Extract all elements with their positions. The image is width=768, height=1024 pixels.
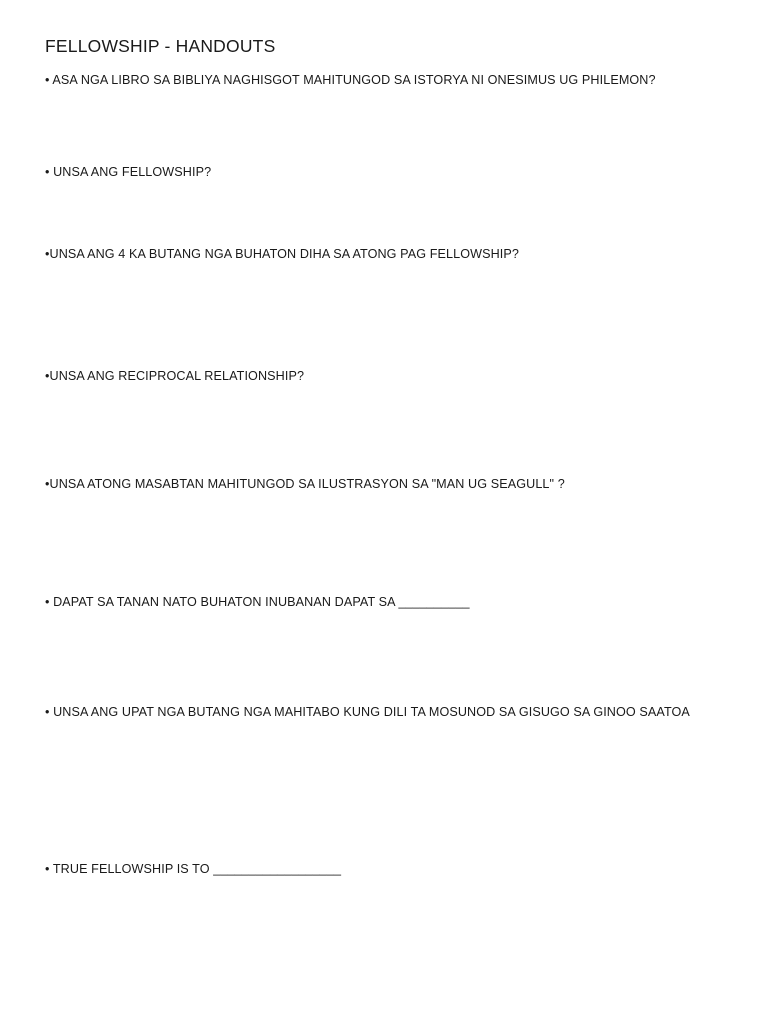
- question-item: •UNSA ANG 4 KA BUTANG NGA BUHATON DIHA SA ATONG PAG FELLOWSHIP?: [45, 247, 520, 261]
- fill-in-question: • TRUE FELLOWSHIP IS TO __________________: [45, 862, 342, 876]
- question-item: •UNSA ANG RECIPROCAL RELATIONSHIP?: [45, 369, 305, 383]
- question-item: •UNSA ATONG MASABTAN MAHITUNGOD SA ILUSTRASYON SA "MAN UG SEAGULL" ?: [45, 477, 565, 491]
- question-item: • UNSA ANG FELLOWSHIP?: [45, 165, 212, 179]
- question-item: • UNSA ANG UPAT NGA BUTANG NGA MAHITABO KUNG DILI TA MOSUNOD SA GISUGO SA GINOO SAATOA: [45, 705, 690, 719]
- fill-in-question: • DAPAT SA TANAN NATO BUHATON INUBANAN DAPAT SA __________: [45, 595, 470, 609]
- page-title: FELLOWSHIP - HANDOUTS: [45, 36, 276, 56]
- question-item: • ASA NGA LIBRO SA BIBLIYA NAGHISGOT MAHITUNGOD SA ISTORYA NI ONESIMUS UG PHILEMON?: [45, 73, 656, 87]
